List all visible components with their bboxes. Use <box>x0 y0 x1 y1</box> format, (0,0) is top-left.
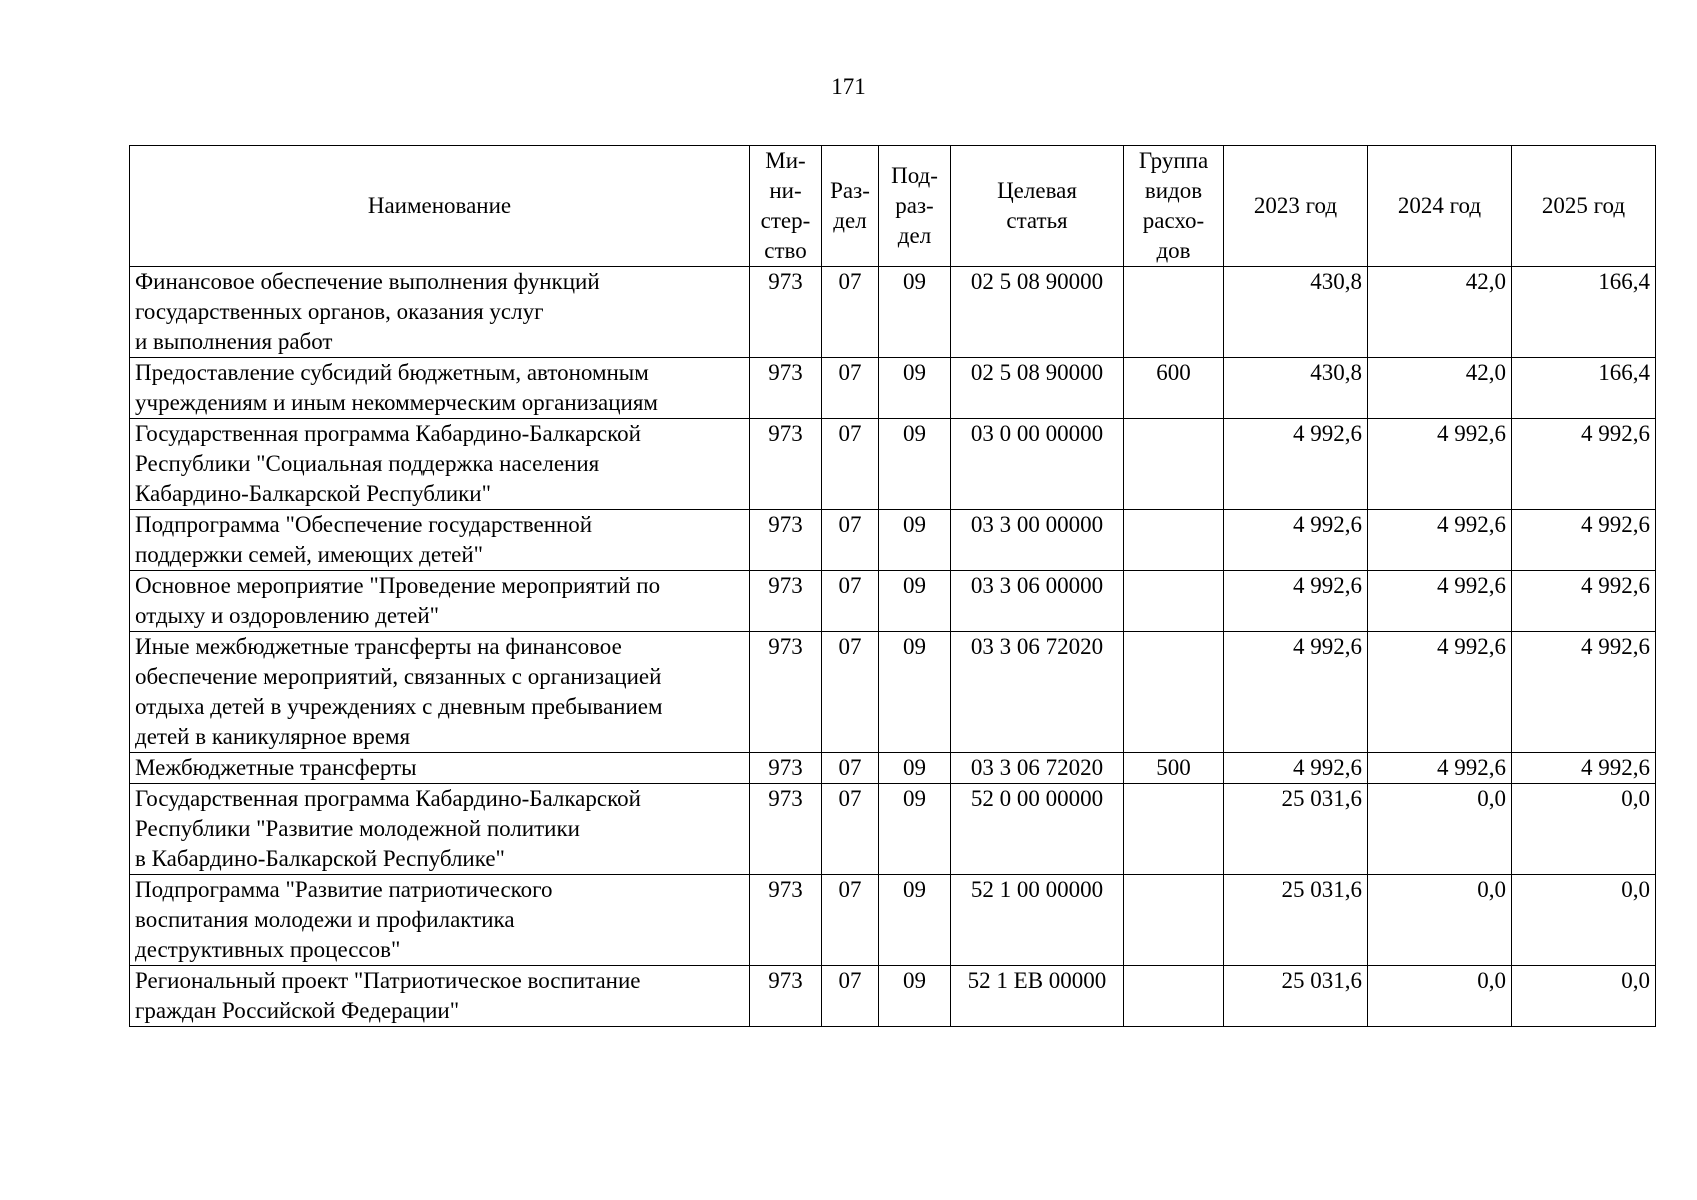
cell-name-line: обеспечение мероприятий, связанных с организацией <box>135 664 662 689</box>
cell-2024: 42,0 <box>1368 358 1512 419</box>
cell-target: 52 1 ЕВ 00000 <box>951 966 1124 1027</box>
cell-2024: 0,0 <box>1368 966 1512 1027</box>
cell-subsection: 09 <box>879 358 951 419</box>
cell-2025: 4 992,6 <box>1512 510 1656 571</box>
header-2025: 2025 год <box>1512 146 1656 267</box>
cell-name <box>130 784 750 875</box>
cell-2023: 4 992,6 <box>1224 753 1368 784</box>
cell-name-line: Кабардино-Балкарской Республики" <box>135 481 492 506</box>
cell-ministry: 973 <box>750 267 822 358</box>
cell-2023: 25 031,6 <box>1224 966 1368 1027</box>
cell-name-line: и выполнения работ <box>135 329 333 354</box>
cell-section: 07 <box>822 510 879 571</box>
cell-name-line: поддержки семей, имеющих детей" <box>135 542 484 567</box>
cell-section: 07 <box>822 875 879 966</box>
cell-expense-group <box>1124 632 1224 753</box>
cell-name-line: Основное мероприятие "Проведение мероприятий по <box>135 573 661 598</box>
cell-target: 03 0 00 00000 <box>951 419 1124 510</box>
cell-name-line: Межбюджетные трансферты <box>135 755 417 780</box>
header-2023: 2023 год <box>1224 146 1368 267</box>
cell-2024: 0,0 <box>1368 784 1512 875</box>
header-target: Целевая статья <box>951 146 1124 267</box>
cell-expense-group <box>1124 875 1224 966</box>
cell-section: 07 <box>822 632 879 753</box>
cell-target: 52 0 00 00000 <box>951 784 1124 875</box>
table-row <box>130 784 1656 875</box>
table-row <box>130 966 1656 1027</box>
cell-name <box>130 571 750 632</box>
cell-name-line: Иные межбюджетные трансферты на финансовое <box>135 634 622 659</box>
cell-name <box>130 510 750 571</box>
cell-2024: 0,0 <box>1368 875 1512 966</box>
table-header-row <box>130 146 1656 267</box>
table-row <box>130 267 1656 358</box>
cell-subsection: 09 <box>879 419 951 510</box>
cell-name <box>130 358 750 419</box>
cell-2024: 4 992,6 <box>1368 753 1512 784</box>
header-2024: 2024 год <box>1368 146 1512 267</box>
cell-name-line: Республики "Социальная поддержка населения <box>135 451 600 476</box>
cell-2024: 42,0 <box>1368 267 1512 358</box>
cell-section: 07 <box>822 966 879 1027</box>
cell-name-line: Государственная программа Кабардино-Балкарской <box>135 786 641 811</box>
table-row <box>130 875 1656 966</box>
cell-expense-group <box>1124 571 1224 632</box>
cell-target: 02 5 08 90000 <box>951 267 1124 358</box>
page-number: 171 <box>831 74 866 99</box>
cell-ministry: 973 <box>750 784 822 875</box>
cell-2023: 4 992,6 <box>1224 571 1368 632</box>
cell-2025: 4 992,6 <box>1512 571 1656 632</box>
cell-2025: 0,0 <box>1512 966 1656 1027</box>
cell-expense-group <box>1124 510 1224 571</box>
cell-name-line: Региональный проект "Патриотическое воспитание <box>135 968 641 993</box>
cell-2025: 0,0 <box>1512 784 1656 875</box>
cell-target: 03 3 06 00000 <box>951 571 1124 632</box>
cell-section: 07 <box>822 753 879 784</box>
cell-name <box>130 753 750 784</box>
table-row <box>130 632 1656 753</box>
cell-ministry: 973 <box>750 571 822 632</box>
cell-target: 03 3 06 72020 <box>951 632 1124 753</box>
table-body <box>130 267 1656 1027</box>
cell-name-line: Республики "Развитие молодежной политики <box>135 816 580 841</box>
cell-name-line: отдыха детей в учреждениях с дневным пребыванием <box>135 694 663 719</box>
cell-section: 07 <box>822 267 879 358</box>
cell-expense-group <box>1124 419 1224 510</box>
cell-2023: 430,8 <box>1224 267 1368 358</box>
cell-2025: 166,4 <box>1512 358 1656 419</box>
cell-name-line: детей в каникулярное время <box>135 724 411 749</box>
cell-ministry: 973 <box>750 632 822 753</box>
header-section: Раз- дел <box>822 146 879 267</box>
cell-ministry: 973 <box>750 966 822 1027</box>
cell-name-line: в Кабардино-Балкарской Республике" <box>135 846 505 871</box>
header-subsection: Под- раз- дел <box>879 146 951 267</box>
cell-name-line: граждан Российской Федерации" <box>135 998 460 1023</box>
budget-table <box>129 145 1656 1027</box>
cell-section: 07 <box>822 419 879 510</box>
cell-2023: 4 992,6 <box>1224 510 1368 571</box>
cell-ministry: 973 <box>750 510 822 571</box>
cell-section: 07 <box>822 571 879 632</box>
cell-subsection: 09 <box>879 875 951 966</box>
cell-2024: 4 992,6 <box>1368 419 1512 510</box>
cell-name-line: Предоставление субсидий бюджетным, автономным <box>135 360 649 385</box>
cell-name <box>130 875 750 966</box>
cell-name <box>130 419 750 510</box>
cell-expense-group: 600 <box>1124 358 1224 419</box>
cell-target: 52 1 00 00000 <box>951 875 1124 966</box>
cell-ministry: 973 <box>750 875 822 966</box>
cell-name-line: Подпрограмма "Развитие патриотического <box>135 877 553 902</box>
cell-subsection: 09 <box>879 966 951 1027</box>
cell-name <box>130 267 750 358</box>
cell-2025: 4 992,6 <box>1512 632 1656 753</box>
cell-expense-group: 500 <box>1124 753 1224 784</box>
cell-subsection: 09 <box>879 510 951 571</box>
cell-2023: 4 992,6 <box>1224 632 1368 753</box>
cell-name-line: Подпрограмма "Обеспечение государственной <box>135 512 593 537</box>
cell-expense-group <box>1124 966 1224 1027</box>
cell-2025: 0,0 <box>1512 875 1656 966</box>
cell-2025: 4 992,6 <box>1512 753 1656 784</box>
header-expense-group: Группа видов расхо- дов <box>1124 146 1224 267</box>
cell-expense-group <box>1124 784 1224 875</box>
cell-subsection: 09 <box>879 753 951 784</box>
cell-2023: 430,8 <box>1224 358 1368 419</box>
cell-ministry: 973 <box>750 419 822 510</box>
table-row <box>130 358 1656 419</box>
cell-section: 07 <box>822 784 879 875</box>
cell-2024: 4 992,6 <box>1368 571 1512 632</box>
cell-2024: 4 992,6 <box>1368 510 1512 571</box>
header-name: Наименование <box>130 146 750 267</box>
cell-subsection: 09 <box>879 784 951 875</box>
cell-2023: 4 992,6 <box>1224 419 1368 510</box>
cell-ministry: 973 <box>750 358 822 419</box>
cell-name-line: Финансовое обеспечение выполнения функций <box>135 269 600 294</box>
cell-subsection: 09 <box>879 267 951 358</box>
cell-2024: 4 992,6 <box>1368 632 1512 753</box>
cell-target: 03 3 00 00000 <box>951 510 1124 571</box>
cell-expense-group <box>1124 267 1224 358</box>
cell-name-line: учреждениям и иным некоммерческим организациям <box>135 390 658 415</box>
cell-name-line: воспитания молодежи и профилактика <box>135 907 515 932</box>
table-row <box>130 753 1656 784</box>
cell-name <box>130 632 750 753</box>
cell-name-line: государственных органов, оказания услуг <box>135 299 544 324</box>
cell-2023: 25 031,6 <box>1224 784 1368 875</box>
cell-subsection: 09 <box>879 632 951 753</box>
cell-target: 03 3 06 72020 <box>951 753 1124 784</box>
header-ministry: Ми- ни- стер- ство <box>750 146 822 267</box>
cell-2025: 166,4 <box>1512 267 1656 358</box>
table-row <box>130 510 1656 571</box>
cell-name <box>130 966 750 1027</box>
cell-2025: 4 992,6 <box>1512 419 1656 510</box>
cell-2023: 25 031,6 <box>1224 875 1368 966</box>
cell-name-line: Государственная программа Кабардино-Балкарской <box>135 421 641 446</box>
cell-name-line: отдыху и оздоровлению детей" <box>135 603 440 628</box>
cell-ministry: 973 <box>750 753 822 784</box>
cell-section: 07 <box>822 358 879 419</box>
cell-target: 02 5 08 90000 <box>951 358 1124 419</box>
cell-subsection: 09 <box>879 571 951 632</box>
cell-name-line: деструктивных процессов" <box>135 937 401 962</box>
table-row <box>130 419 1656 510</box>
table-row <box>130 571 1656 632</box>
